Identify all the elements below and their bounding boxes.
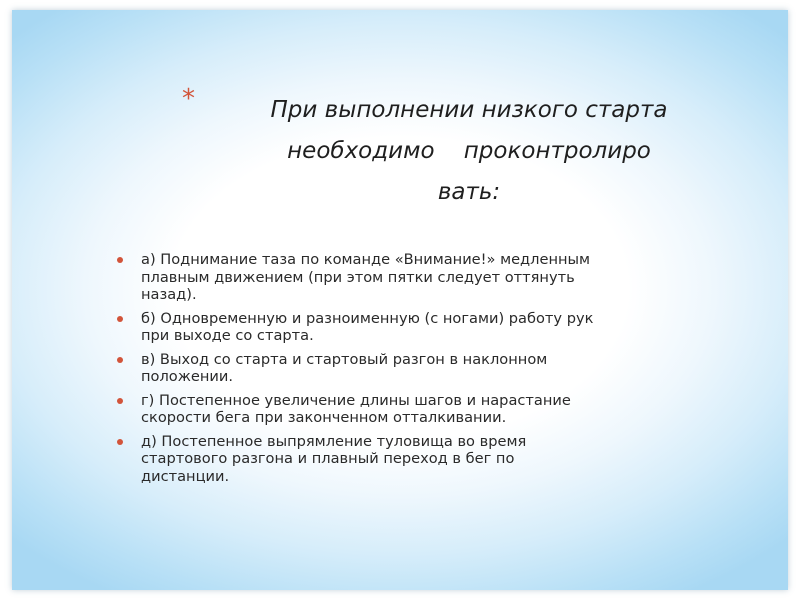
bullet-line: положении. — [141, 368, 234, 385]
bullet-dot-icon — [117, 398, 123, 404]
slide-title — [204, 90, 734, 213]
bullet-item-v — [115, 351, 675, 386]
bullet-item-b — [115, 310, 675, 345]
bullet-line: б) Одновременную и разноименную (с ногами) работу рук — [141, 309, 594, 327]
bullet-line: при выходе со старта. — [141, 327, 314, 344]
title-asterisk-icon: * — [182, 84, 195, 114]
bullet-item-g — [115, 392, 675, 427]
title-line-2: необходимо проконтролиро — [287, 138, 651, 164]
bullet-line: плавным движением (при этом пятки следует оттянуть — [141, 268, 575, 286]
bullet-item-d — [115, 433, 675, 486]
title-line-1: При выполнении низкого старта — [270, 97, 668, 123]
bullet-line: назад). — [141, 286, 197, 303]
bullet-dot-icon — [117, 439, 123, 445]
bullet-dot-icon — [117, 316, 123, 322]
bullet-line: в) Выход со старта и стартовый разгон в наклонном — [141, 350, 548, 368]
bullet-line: стартового разгона и плавный переход в бег по — [141, 450, 515, 467]
bullet-dot-icon — [117, 357, 123, 363]
bullet-list — [115, 251, 675, 491]
bullet-dot-icon — [117, 257, 123, 263]
bullet-line: г) Постепенное увеличение длины шагов и нарастание — [141, 391, 571, 409]
bullet-item-a — [115, 251, 675, 304]
bullet-line: скорости бега при законченном отталкивании. — [141, 409, 507, 426]
bullet-line: дистанции. — [141, 467, 230, 485]
bullet-line: д) Постепенное выпрямление туловища во время — [141, 432, 527, 450]
bullet-line: а) Поднимание таза по команде «Внимание!» медленным — [141, 251, 591, 268]
slide — [12, 10, 788, 590]
title-line-3: вать: — [437, 179, 501, 205]
